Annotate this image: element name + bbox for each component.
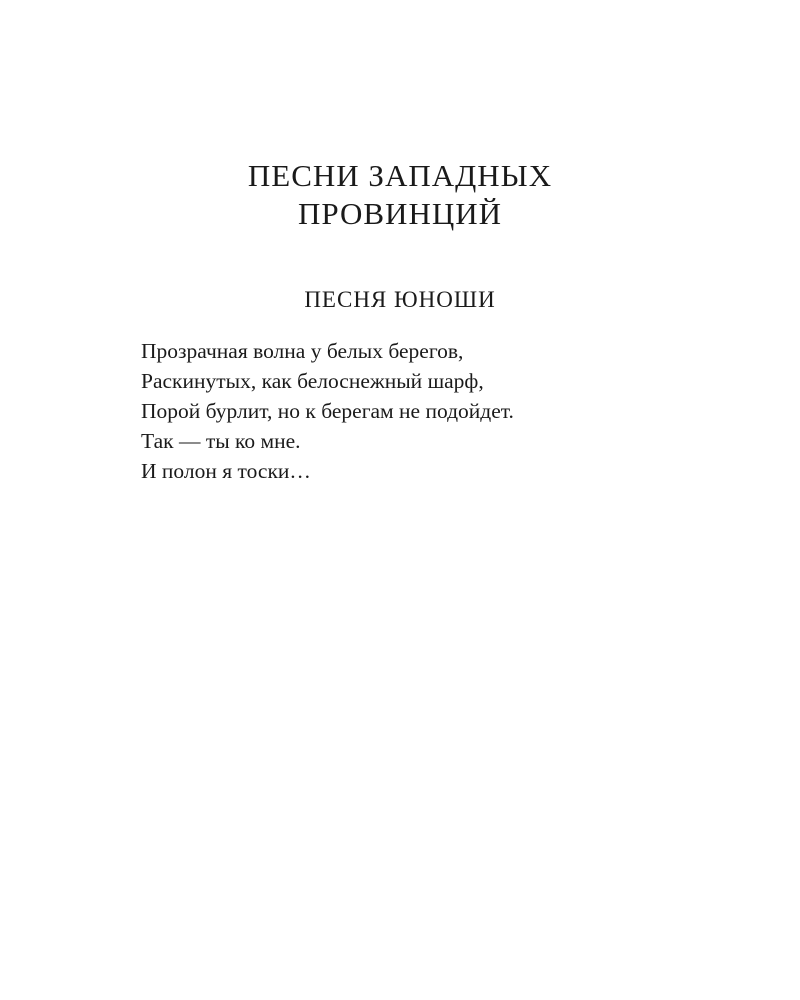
section-title-line-2: ПРОВИНЦИЙ xyxy=(297,196,502,231)
poem-line: Раскинутых, как белоснежный шарф, xyxy=(141,369,484,393)
poem-line: Прозрачная волна у белых берегов, xyxy=(141,339,464,363)
poem-text xyxy=(141,336,701,486)
poem-title: ПЕСНЯ ЮНОШИ xyxy=(304,287,496,312)
poem-line: Так — ты ко мне. xyxy=(141,429,301,453)
poem-line: Порой бурлит, но к берегам не подойдет. xyxy=(141,399,514,423)
section-title xyxy=(0,157,800,233)
section-title-line-1: ПЕСНИ ЗАПАДНЫХ xyxy=(247,158,553,193)
poem-line: И полон я тоски… xyxy=(141,459,311,483)
